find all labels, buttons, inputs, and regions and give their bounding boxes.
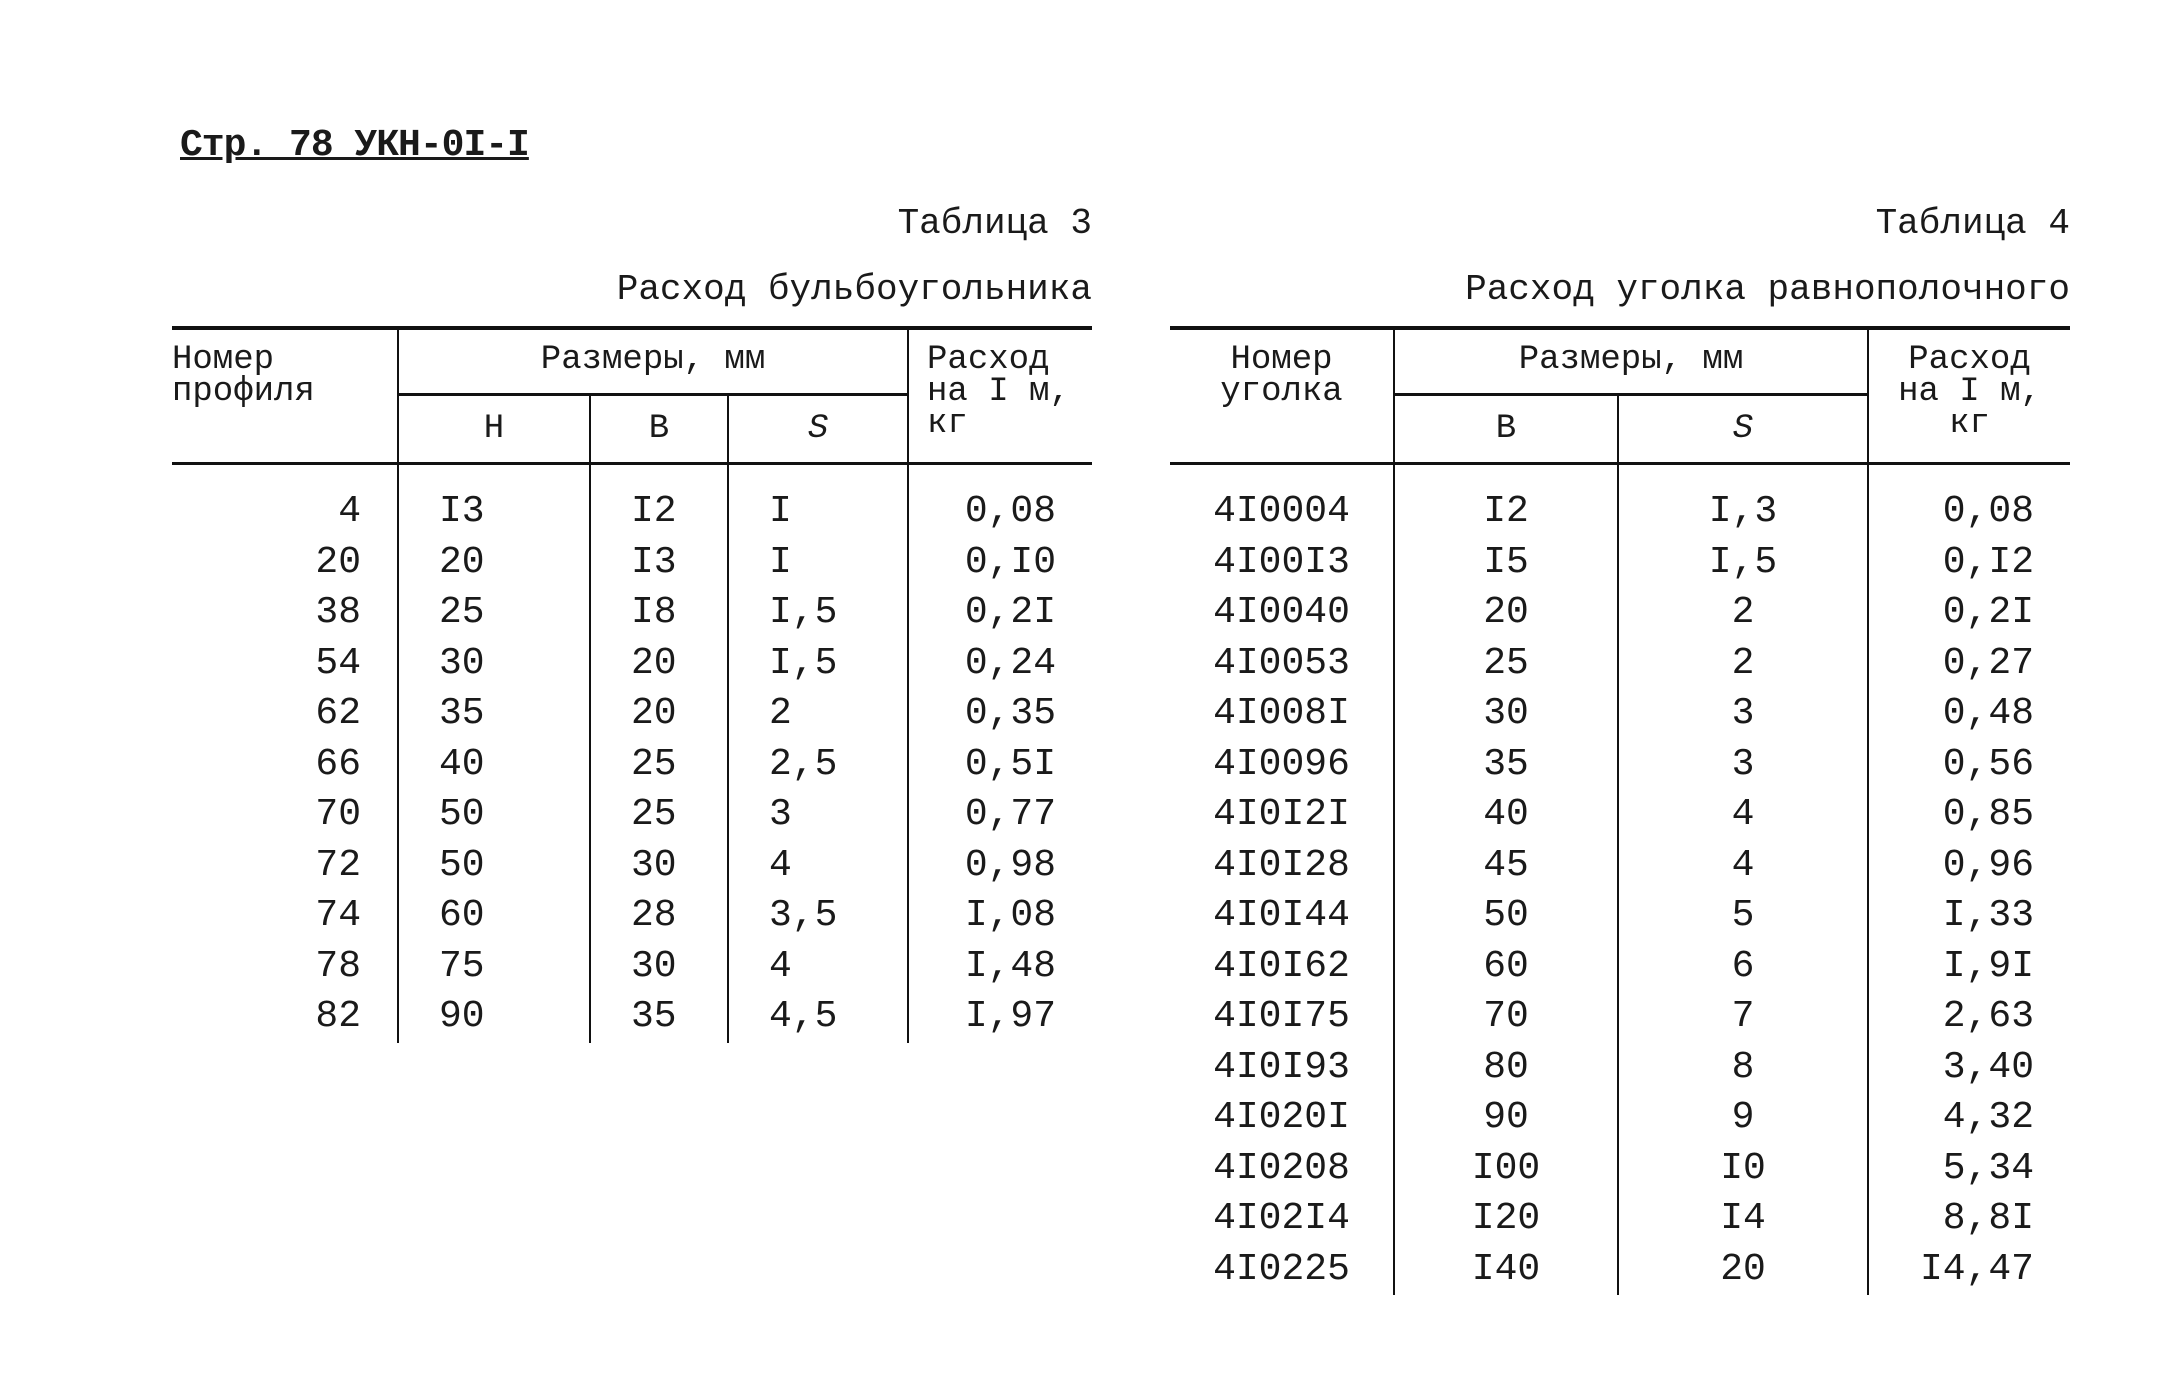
- table4-caption: Таблица 4: [1875, 203, 2070, 244]
- table4-cell: I00: [1394, 1144, 1618, 1195]
- table4-cell: 20: [1394, 588, 1618, 639]
- table-row: [1170, 1043, 2070, 1094]
- table3-header-s: S: [728, 395, 908, 464]
- table3-cell: I3: [398, 464, 590, 538]
- table3-cell: 2: [728, 689, 908, 740]
- table3-cell: I,5: [728, 639, 908, 690]
- table3-cell: 40: [398, 740, 590, 791]
- table4-cell: 70: [1394, 992, 1618, 1043]
- table-row: [1170, 464, 2070, 538]
- table3-cell: 25: [398, 588, 590, 639]
- table4-cell: 4I02I4: [1213, 1197, 1350, 1241]
- table-row: [172, 689, 1092, 740]
- table3-cell: 35: [398, 689, 590, 740]
- table3-header-h: H: [398, 395, 590, 464]
- table3-header-profile: Номер профиля: [172, 328, 398, 464]
- table4-cell: I4: [1618, 1194, 1868, 1245]
- table3-cell: 82: [315, 995, 361, 1039]
- table4-cell: 0,27: [1868, 639, 2070, 690]
- table-row: [172, 740, 1092, 791]
- table-row: [172, 790, 1092, 841]
- table3-header-dimensions: Размеры, мм: [398, 328, 908, 395]
- table4-cell: 6: [1618, 942, 1868, 993]
- table3-cell: I: [728, 538, 908, 589]
- table4-header-s: S: [1618, 395, 1868, 464]
- table3-cell: I,5: [728, 588, 908, 639]
- table3-cell: 0,2I: [908, 588, 1092, 639]
- table4-cell: 9: [1618, 1093, 1868, 1144]
- table-row: [1170, 740, 2070, 791]
- table4-cell: I,9I: [1868, 942, 2070, 993]
- table4-cell: 4I00I3: [1213, 540, 1350, 584]
- table-row: [172, 841, 1092, 892]
- table3-cell: 20: [590, 639, 728, 690]
- table3-cell: 66: [315, 742, 361, 786]
- table3-cell: 78: [315, 944, 361, 988]
- table-row: [1170, 538, 2070, 589]
- table-row: [1170, 942, 2070, 993]
- table3-cell: 20: [398, 538, 590, 589]
- table3-cell: 54: [315, 641, 361, 685]
- table3-cell: 30: [398, 639, 590, 690]
- table3-cell: I,08: [908, 891, 1092, 942]
- table3-cell: 4: [728, 942, 908, 993]
- table3-cell: 28: [590, 891, 728, 942]
- table4-cell: 3,40: [1868, 1043, 2070, 1094]
- table-row: [172, 588, 1092, 639]
- table4-header-angle: Номер уголка: [1170, 328, 1394, 464]
- table4-cell: I0: [1618, 1144, 1868, 1195]
- table4-cell: 4I0I62: [1213, 944, 1350, 988]
- table4-title: Расход уголка равнополочного: [1465, 269, 2070, 310]
- table3-block: [172, 200, 1092, 1043]
- table-row: [1170, 1194, 2070, 1245]
- table3-cell: 50: [398, 790, 590, 841]
- page-header: Стр. 78 УКН-0I-I: [180, 124, 529, 167]
- table4-cell: 4I0053: [1213, 641, 1350, 685]
- table4-cell: 4I0I44: [1213, 894, 1350, 938]
- table4-cell: 30: [1394, 689, 1618, 740]
- table3-cell: 60: [398, 891, 590, 942]
- table4-cell: 4I0208: [1213, 1146, 1350, 1190]
- table-row: [1170, 1245, 2070, 1296]
- table4-cell: 0,96: [1868, 841, 2070, 892]
- table3-cell: I2: [590, 464, 728, 538]
- table4-cell: 4: [1618, 790, 1868, 841]
- table4-cell: 4: [1618, 841, 1868, 892]
- table4-cell: I,5: [1618, 538, 1868, 589]
- table4-block: [1170, 200, 2070, 1295]
- table4-cell: 4I0040: [1213, 591, 1350, 635]
- table3-cell: I,97: [908, 992, 1092, 1043]
- table3-cell: 72: [315, 843, 361, 887]
- table3-cell: 30: [590, 841, 728, 892]
- table3-cell: 0,98: [908, 841, 1092, 892]
- table4-cell: 20: [1618, 1245, 1868, 1296]
- table4-cell: 4I008I: [1213, 692, 1350, 736]
- table-row: [172, 891, 1092, 942]
- table3-header-consumption: Расход на I м, кг: [908, 328, 1092, 464]
- table4-cell: 5,34: [1868, 1144, 2070, 1195]
- table3-cell: 0,77: [908, 790, 1092, 841]
- table3-cell: 38: [315, 591, 361, 635]
- table-row: [1170, 790, 2070, 841]
- table4-cell: 4I0I93: [1213, 1045, 1350, 1089]
- table4-cell: 45: [1394, 841, 1618, 892]
- table-row: [1170, 1144, 2070, 1195]
- table3-body: [172, 464, 1092, 1043]
- table-row: [172, 942, 1092, 993]
- table3-cell: 50: [398, 841, 590, 892]
- table4-cell: I,3: [1618, 464, 1868, 538]
- table3-caption: Таблица 3: [897, 203, 1092, 244]
- table4-cell: 4I0I28: [1213, 843, 1350, 887]
- table3-cell: I8: [590, 588, 728, 639]
- table4-cell: I5: [1394, 538, 1618, 589]
- table3-cell: I,48: [908, 942, 1092, 993]
- table3-cell: 2,5: [728, 740, 908, 791]
- table-row: [1170, 891, 2070, 942]
- table4-cell: 4I0096: [1213, 742, 1350, 786]
- table-row: [172, 538, 1092, 589]
- table3: [172, 326, 1092, 1043]
- table3-cell: 30: [590, 942, 728, 993]
- table3-cell: 74: [315, 894, 361, 938]
- table3-cell: I: [728, 464, 908, 538]
- table4-cell: 4I0I75: [1213, 995, 1350, 1039]
- table4-cell: I,33: [1868, 891, 2070, 942]
- table3-header-b: B: [590, 395, 728, 464]
- table4-cell: 2,63: [1868, 992, 2070, 1043]
- table3-title: Расход бульбоугольника: [616, 269, 1092, 310]
- table3-cell: 4,5: [728, 992, 908, 1043]
- table4-cell: 7: [1618, 992, 1868, 1043]
- table4-cell: 60: [1394, 942, 1618, 993]
- table3-cell: 0,35: [908, 689, 1092, 740]
- table-row: [1170, 588, 2070, 639]
- table3-cell: I3: [590, 538, 728, 589]
- table4-cell: 4I0I2I: [1213, 793, 1350, 837]
- table4-cell: 0,I2: [1868, 538, 2070, 589]
- table3-cell: 3: [728, 790, 908, 841]
- table4-cell: 25: [1394, 639, 1618, 690]
- table4-cell: 40: [1394, 790, 1618, 841]
- table3-cell: 0,24: [908, 639, 1092, 690]
- table3-cell: 3,5: [728, 891, 908, 942]
- table-row: [172, 639, 1092, 690]
- table3-cell: 20: [590, 689, 728, 740]
- table4-cell: 8,8I: [1868, 1194, 2070, 1245]
- table4-cell: 8: [1618, 1043, 1868, 1094]
- table4-cell: 3: [1618, 740, 1868, 791]
- table4: [1170, 326, 2070, 1295]
- table3-cell: 0,5I: [908, 740, 1092, 791]
- table4-cell: 2: [1618, 588, 1868, 639]
- table4-cell: I2: [1394, 464, 1618, 538]
- table-row: [172, 992, 1092, 1043]
- table4-cell: 3: [1618, 689, 1868, 740]
- table3-cell: 62: [315, 692, 361, 736]
- table3-cell: 90: [398, 992, 590, 1043]
- table4-cell: 4I020I: [1213, 1096, 1350, 1140]
- table-row: [1170, 689, 2070, 740]
- table4-body: [1170, 464, 2070, 1296]
- table4-cell: 50: [1394, 891, 1618, 942]
- table4-cell: 35: [1394, 740, 1618, 791]
- table-row: [1170, 992, 2070, 1043]
- table3-cell: 25: [590, 790, 728, 841]
- table3-cell: 75: [398, 942, 590, 993]
- table4-cell: 4I0004: [1213, 490, 1350, 534]
- table4-cell: 4,32: [1868, 1093, 2070, 1144]
- table-row: [1170, 639, 2070, 690]
- table4-cell: 0,2I: [1868, 588, 2070, 639]
- table3-cell: 0,08: [908, 464, 1092, 538]
- table3-cell: 4: [338, 490, 361, 534]
- table4-header-consumption: Расход на I м, кг: [1868, 328, 2070, 464]
- table4-cell: 0,56: [1868, 740, 2070, 791]
- table4-header-b: B: [1394, 395, 1618, 464]
- table4-cell: I20: [1394, 1194, 1618, 1245]
- table3-cell: 35: [590, 992, 728, 1043]
- table-row: [172, 464, 1092, 538]
- table-row: [1170, 1093, 2070, 1144]
- table4-cell: 0,48: [1868, 689, 2070, 740]
- table4-cell: 90: [1394, 1093, 1618, 1144]
- table4-cell: I4,47: [1868, 1245, 2070, 1296]
- table4-cell: I40: [1394, 1245, 1618, 1296]
- table3-cell: 25: [590, 740, 728, 791]
- table3-cell: 20: [315, 540, 361, 584]
- table4-header-dimensions: Размеры, мм: [1394, 328, 1868, 395]
- table4-cell: 0,08: [1868, 464, 2070, 538]
- table4-cell: 5: [1618, 891, 1868, 942]
- table4-cell: 80: [1394, 1043, 1618, 1094]
- table4-cell: 0,85: [1868, 790, 2070, 841]
- table-row: [1170, 841, 2070, 892]
- table3-cell: 0,I0: [908, 538, 1092, 589]
- table4-cell: 2: [1618, 639, 1868, 690]
- table3-cell: 70: [315, 793, 361, 837]
- table4-cell: 4I0225: [1213, 1247, 1350, 1291]
- table3-cell: 4: [728, 841, 908, 892]
